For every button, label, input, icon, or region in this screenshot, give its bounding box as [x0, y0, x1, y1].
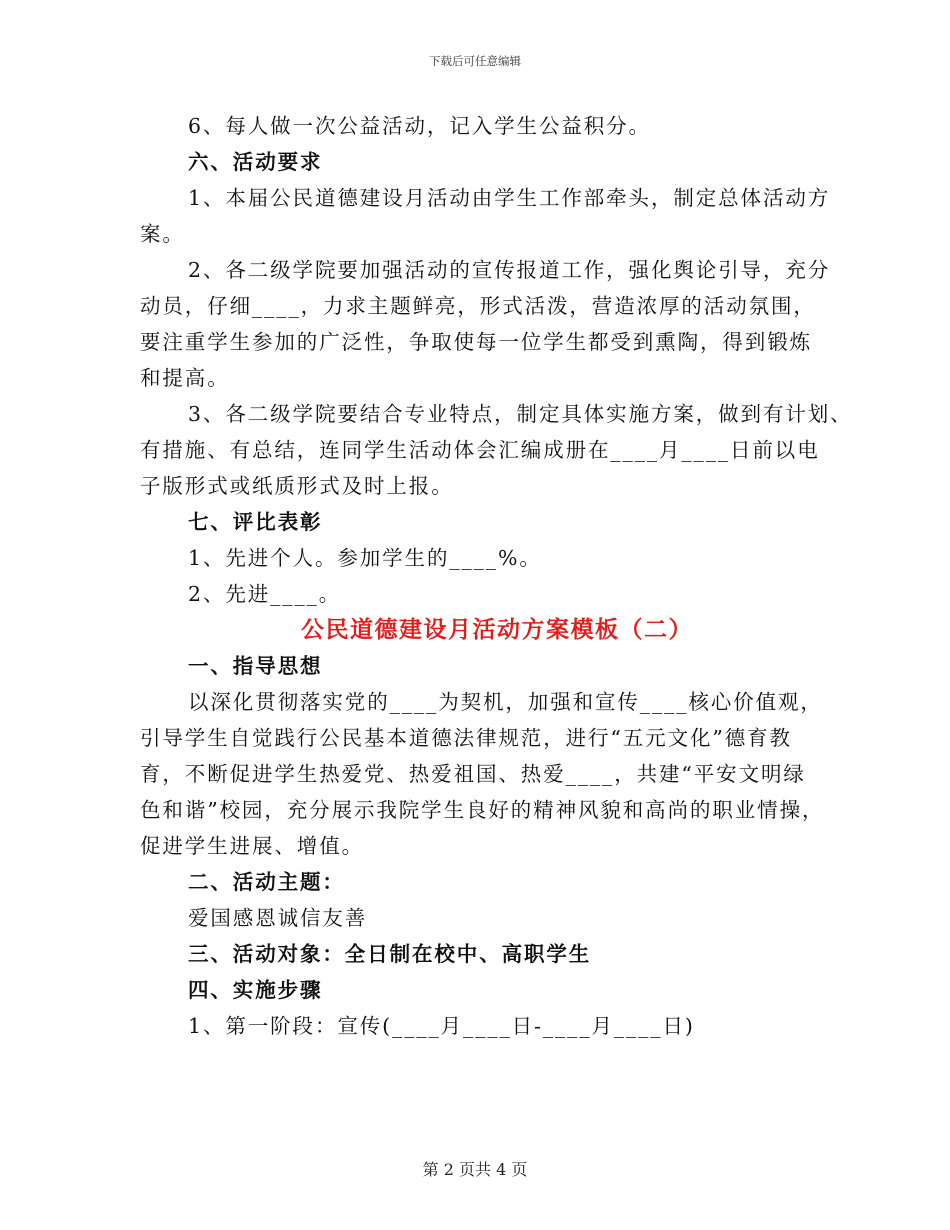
paragraph-line: 1、先进个人。参加学生的____%。 [188, 546, 542, 570]
section-heading-theme: 二、活动主题： [188, 870, 345, 894]
paragraph-line: 促进学生进展、增值。 [140, 834, 364, 858]
section-heading-participants: 三、活动对象：全日制在校中、高职学生 [188, 942, 592, 966]
paragraph-line: 要注重学生参加的广泛性，争取使每一位学生都受到熏陶，得到锻炼 [140, 330, 812, 354]
paragraph-line: 2、各二级学院要加强活动的宣传报道工作，强化舆论引导，充分 [188, 258, 831, 282]
paragraph-line: 有措施、有总结，连同学生活动体会汇编成册在____月____日前以电 [140, 438, 820, 462]
paragraph-line: 育，不断促进学生热爱党、热爱祖国、热爱____，共建“平安文明绿 [140, 762, 806, 786]
paragraph-line: 爱国感恩诚信友善 [188, 906, 368, 930]
paragraph-line: 3、各二级学院要结合专业特点，制定具体实施方案，做到有计划、 [188, 402, 853, 426]
paragraph-line: 以深化贯彻落实党的____为契机，加强和宣传____核心价值观， [188, 690, 823, 714]
paragraph-line: 子版形式或纸质形式及时上报。 [140, 474, 454, 498]
paragraph-line: 2、先进____。 [188, 582, 342, 606]
paragraph-line: 和提高。 [140, 366, 230, 390]
paragraph-line: 6、每人做一次公益活动，记入学生公益积分。 [188, 114, 651, 138]
section-heading-awards: 七、评比表彰 [188, 510, 323, 534]
paragraph-line: 引导学生自觉践行公民基本道德法律规范，进行“五元文化”德育教 [140, 726, 792, 750]
paragraph-line: 动员，仔细____，力求主题鲜亮，形式活泼，营造浓厚的活动氛围， [140, 294, 816, 318]
paragraph-line: 1、本届公民道德建设月活动由学生工作部牵头，制定总体活动方 [188, 186, 831, 210]
section-heading-requirements: 六、活动要求 [188, 150, 323, 174]
section-heading-guiding-idea: 一、指导思想 [188, 654, 323, 678]
document-title: 公民道德建设月活动方案模板（二） [301, 616, 693, 643]
paragraph-line: 1、第一阶段：宣传(____月____日-____月____日) [188, 1014, 695, 1038]
document-body [140, 108, 853, 1044]
section-heading-steps: 四、实施步骤 [188, 978, 323, 1002]
paragraph-line: 案。 [140, 222, 185, 246]
paragraph-line: 色和谐”校园，充分展示我院学生良好的精神风貌和高尚的职业情操， [140, 798, 825, 822]
page-footer: 第 2 页共 4 页 [422, 1160, 528, 1179]
page-header: 下载后可任意编辑 [429, 54, 521, 68]
